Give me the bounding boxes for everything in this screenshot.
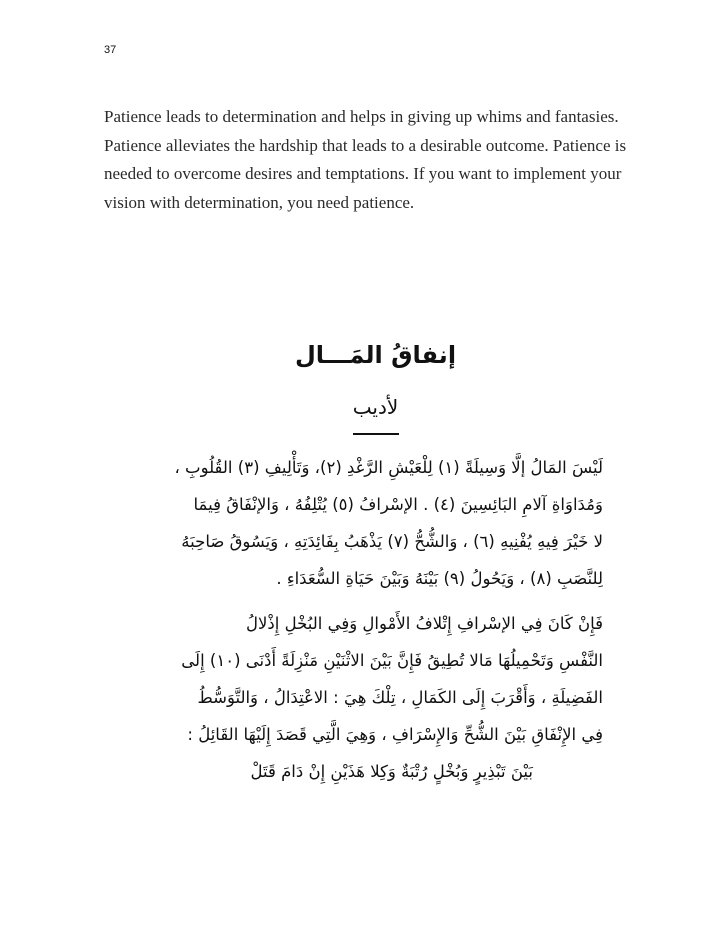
arabic-line: وَمُدَاوَاةِ آلامِ البَائِسِينَ (٤) . الإسْرافُ (٥) يُتْلِفُهُ ، وَالإنْفَاقُ فِيمَا [193,494,603,514]
arabic-line: فِي الإِنْفَاقِ بَيْنَ الشُّحِّ وَالإِسْرَافِ ، وَهِيَ الَّتِي قَصَدَ إِلَيْهَا القَائِلُ : [187,724,603,744]
arabic-poem-verse: بَيْنَ تَبْذِيرٍ وَبُخْلٍ رُتْبَةٌ وَكِلا هَذَيْنِ إِنْ دَامَ قَتَلْ [250,761,533,781]
arabic-line: فَإِنْ كَانَ فِي الإسْرافِ إِتْلافُ الأَمْوالِ وَفِي البُخْلِ إِذْلالُ [246,613,603,633]
arabic-line: الفَضِيلَةِ ، وَأَقْرَبَ إِلَى الكَمَالِ ، تِلْكَ هِيَ : الاعْتِدَالُ ، وَالتَّوَسُّطُ [197,687,603,707]
title-divider [353,433,399,435]
arabic-title: إنفاقُ المَـــال [294,341,457,369]
page-number: 37 [104,44,117,56]
scanned-arabic-text-image [148,330,603,810]
arabic-line: لا خَيْرَ فِيهِ يُفْنِيهِ (٦) ، وَالشُّحُّ (٧) يَذْهَبُ بِفَائِدَتِهِ ، وَيَسُوقُ صَاحِبَهُ [181,531,603,551]
arabic-line: النَّفْسِ وَتَحْمِيلُهَا مَالا تُطِيقُ فَإِنَّ بَيْنَ الاثْنَيْنِ مَنْزِلَةً أَدْنَى (١٠) إِلَى [181,650,603,670]
arabic-line: لِلنَّصَبِ (٨) ، وَيَحُولُ (٩) بَيْنَهُ وَبَيْنَ حَيَاةِ السُّعَدَاءِ . [276,568,603,588]
paragraph-gap [148,597,603,605]
body-paragraph: Patience leads to determination and helps in giving up whims and fantasies. Patience alleviates the hardship that leads to a desirable outcome. Patience is needed to overcome desires and temptations. If you want to implement your vision with determination, you need patience. [104,107,627,213]
arabic-line: لَيْسَ المَالُ إلَّا وَسِيلَةً (١) لِلْعَيْشِ الرَّغْدِ (٢)، وَتَأْلِيفِ (٣) القُلُوبِ ، [174,457,603,477]
arabic-author: لأديب [352,395,399,419]
arabic-paragraph-1 [148,449,603,597]
arabic-paragraph-2 [148,605,603,753]
